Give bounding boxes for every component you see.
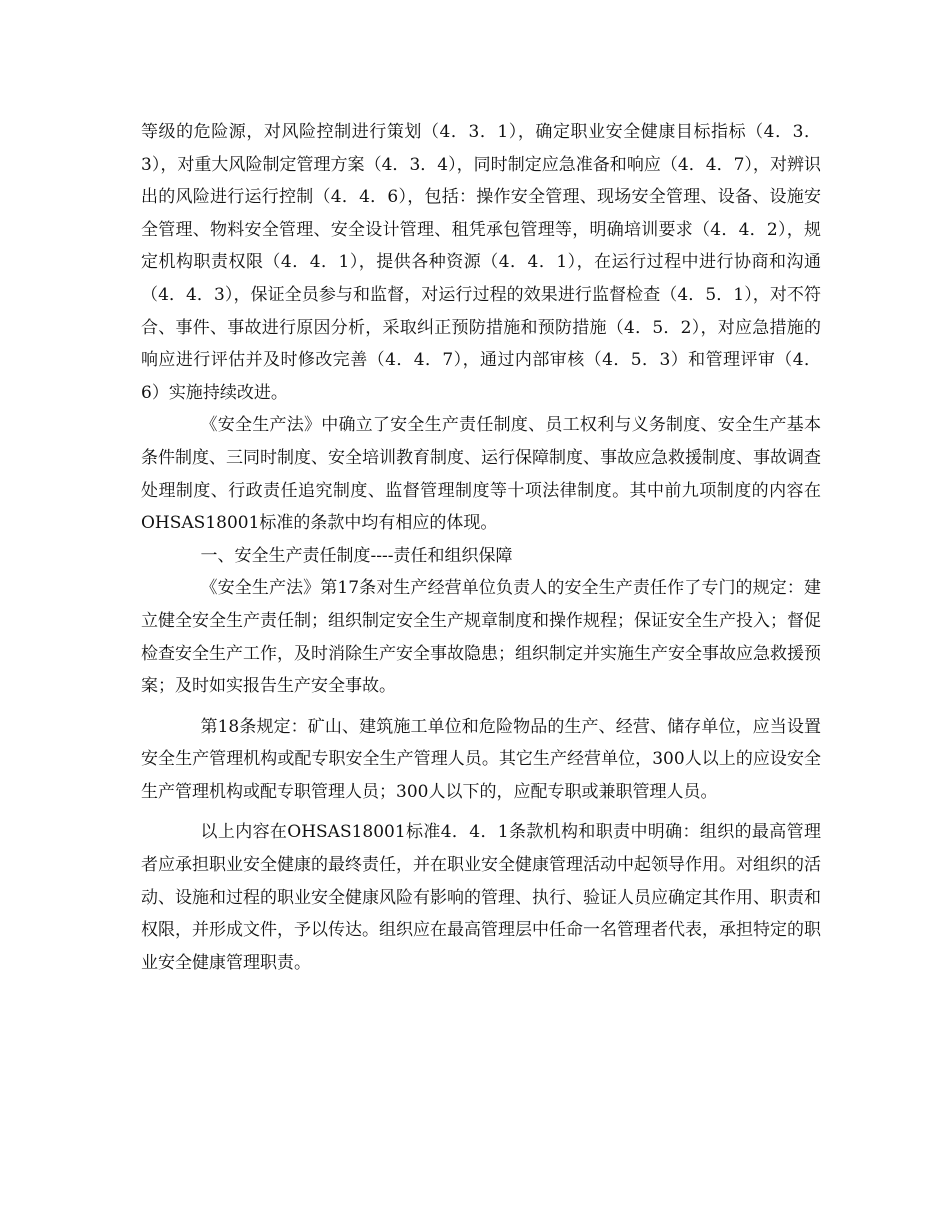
- section-heading-responsibility: 一、安全生产责任制度----责任和组织保障: [200, 545, 513, 566]
- paragraph-ohsas-clause: 以上内容在OHSAS18001标准4．4．1条款机构和职责中明确：组织的最高管理者应承担职业安全健康的最终责任，并在职业安全健康管理活动中起领导作用。对组织的活动、设施和过程的职业安全健康风险有影响的管理、执行、验证人员应确定其作用、职责和权限，并形成文件，予以传达。组织应在最高管理层中任命一名管理者代表，承担特定的职业安全健康管理职责。: [141, 822, 821, 973]
- document-page: [141, 116, 821, 979]
- paragraph-risk-control: 等级的危险源，对风险控制进行策划（4．3．1），确定职业安全健康目标指标（4．3．3），对重大风险制定管理方案（4．3．4），同时制定应急准备和响应（4．4．7），对辨识出的风险进行运行控制（4．4．6），包括：操作安全管理、现场安全管理、设备、设施安全管理、物料安全管理、安全设计管理、租凭承包管理等，明确培训要求（4．4．2），规定机构职责权限（4．4．1），提供各种资源（4．4．1），在运行过程中进行协商和沟通（4．4．3），保证全员参与和监督，对运行过程的效果进行监督检查（4．5．1），对不符合、事件、事故进行原因分析，采取纠正预防措施和预防措施（4．5．2），对应急措施的响应进行评估并及时修改完善（4．4．7），通过内部审核（4．5．3）和管理评审（4．6）实施持续改进。: [141, 122, 821, 403]
- paragraph-article-17: 《安全生产法》第17条对生产经营单位负责人的安全生产责任作了专门的规定：建立健全安全生产责任制；组织制定安全生产规章制度和操作规程；保证安全生产投入；督促检查安全生产工作，及时消除生产安全事故隐患；组织制定并实施生产安全事故应急救援预案；及时如实报告生产安全事故。: [141, 578, 821, 697]
- paragraph-safety-law-systems: 《安全生产法》中确立了安全生产责任制度、员工权利与义务制度、安全生产基本条件制度、三同时制度、安全培训教育制度、运行保障制度、事故应急救援制度、事故调查处理制度、行政责任追究制度、监督管理制度等十项法律制度。其中前九项制度的内容在OHSAS18001标准的条款中均有相应的体现。: [141, 415, 821, 534]
- paragraph-article-18: 第18条规定：矿山、建筑施工单位和危险物品的生产、经营、储存单位，应当设置安全生产管理机构或配专职安全生产管理人员。其它生产经营单位，300人以上的应设安全生产管理机构或配专职管理人员；300人以下的，应配专职或兼职管理人员。: [141, 716, 821, 802]
